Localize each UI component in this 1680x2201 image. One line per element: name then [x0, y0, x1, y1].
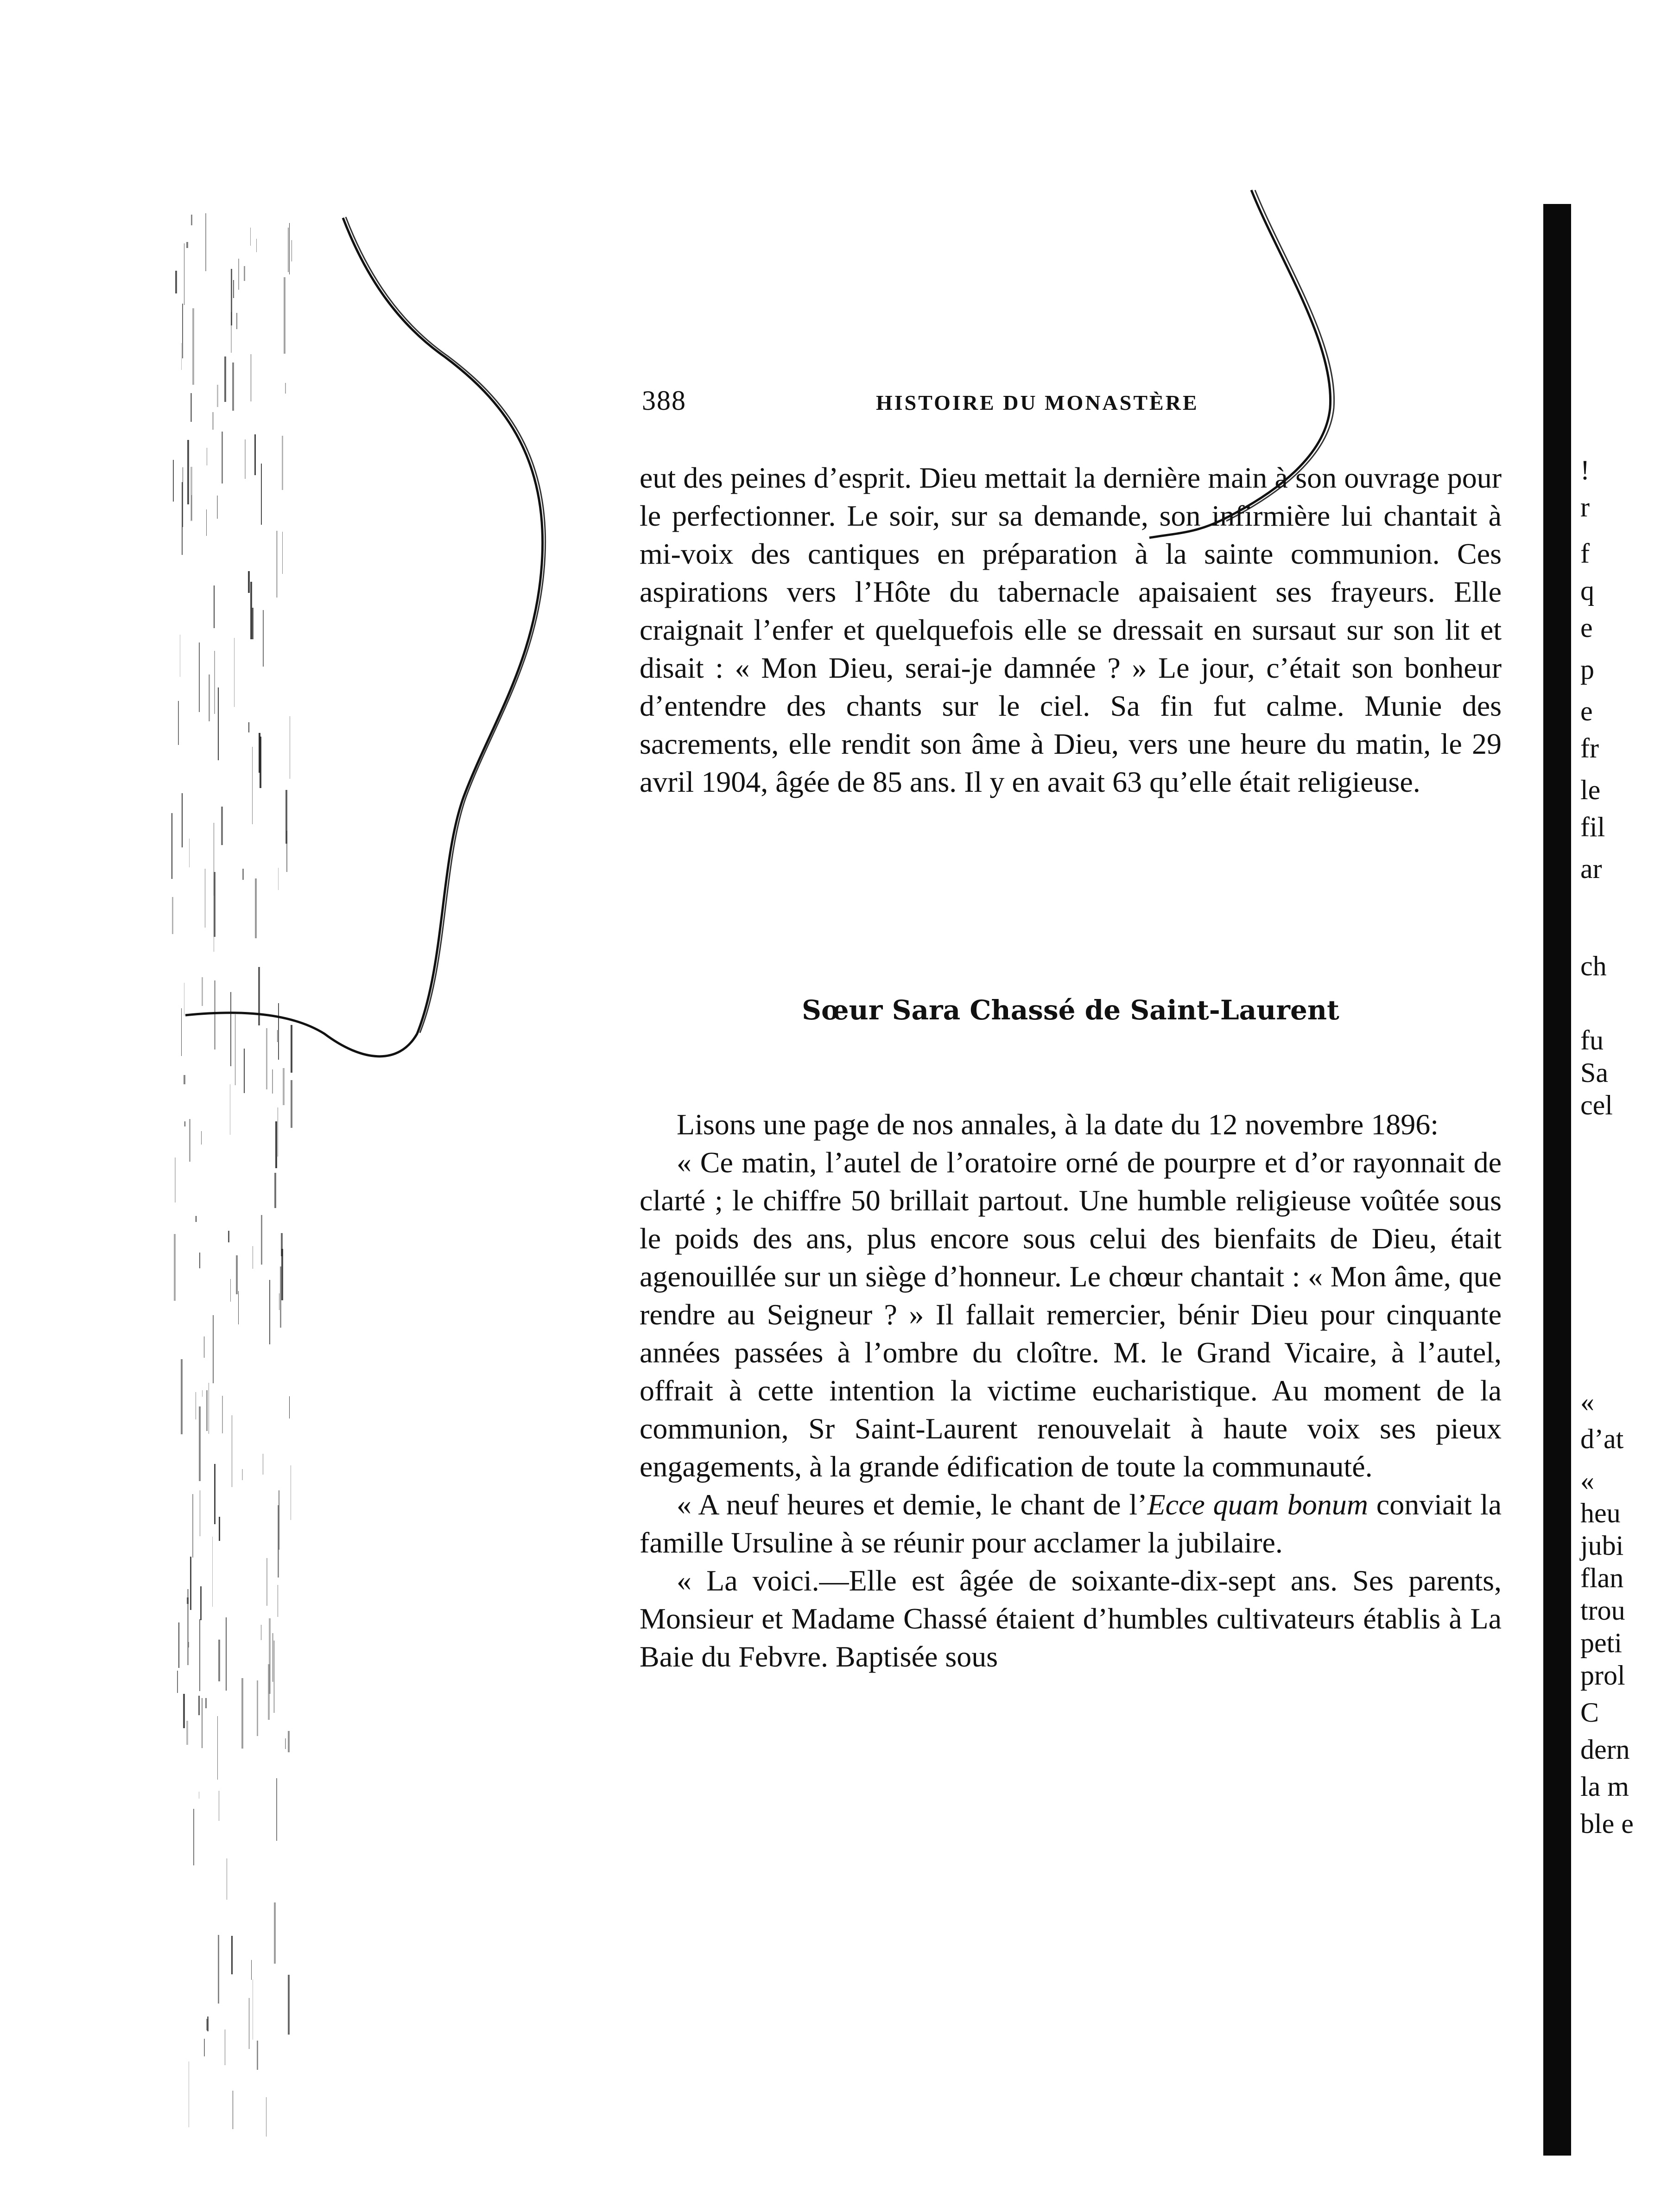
scan-streak — [254, 434, 256, 475]
scan-streak — [228, 1231, 229, 1242]
scan-streak — [193, 1809, 194, 1865]
scan-streak — [256, 239, 257, 252]
facing-page-fragment: fr — [1580, 733, 1599, 763]
scan-streak — [285, 790, 287, 844]
scan-streak — [206, 2019, 208, 2030]
scan-streak — [278, 868, 279, 890]
facing-page-fragment: trou — [1580, 1595, 1625, 1626]
paragraph — [640, 1486, 1502, 1562]
scan-streak — [217, 496, 218, 519]
scan-streak — [230, 1279, 231, 1302]
scan-streak — [206, 509, 207, 536]
running-head: HISTOIRE DU MONASTÈRE — [876, 391, 1199, 414]
scan-streak — [273, 1641, 275, 1713]
scan-streak — [266, 1028, 267, 1089]
facing-page-fragment: ar — [1580, 853, 1602, 884]
scan-streak — [175, 1158, 176, 1202]
facing-page-fragment: le — [1580, 775, 1601, 805]
scan-streak — [202, 1698, 203, 1748]
scan-streak — [181, 1359, 183, 1434]
scan-streak — [192, 1494, 193, 1558]
scan-streak — [202, 1390, 203, 1397]
scan-streak — [178, 1622, 179, 1668]
scan-streak — [261, 464, 262, 525]
scan-streak — [272, 1633, 273, 1682]
facing-page-fragments — [1576, 454, 1680, 1938]
scan-streak — [173, 460, 174, 502]
scan-streak — [212, 1537, 213, 1607]
scan-streak — [214, 872, 216, 937]
scan-streak — [285, 383, 286, 394]
facing-page-fragment: dern — [1580, 1734, 1630, 1765]
scan-streak — [244, 266, 245, 281]
facing-page-fragment: « — [1580, 1387, 1594, 1417]
scan-streak — [236, 1255, 238, 1294]
scan-streak — [222, 432, 223, 483]
scan-streak — [259, 733, 260, 773]
scan-streak — [244, 1049, 245, 1093]
scan-streak — [282, 532, 283, 574]
scan-streak — [218, 1935, 219, 2004]
scan-streak — [182, 793, 183, 847]
scan-streak — [175, 271, 177, 293]
paragraph: Lisons une page de nos annales, à la date du 12 novembre 1896: — [677, 1108, 1439, 1141]
scan-streak — [231, 269, 232, 325]
scan-streak — [233, 280, 234, 298]
scan-streak — [221, 807, 223, 845]
scan-streak — [186, 242, 188, 248]
scan-streak — [190, 1557, 191, 1610]
scan-streak — [280, 1266, 281, 1328]
scan-streak — [219, 1517, 220, 1541]
scan-streak — [274, 1173, 276, 1208]
facing-page-fragment: fil — [1580, 812, 1605, 842]
scan-streak — [196, 1216, 197, 1222]
scan-streak — [281, 1233, 283, 1256]
facing-page-fragment: r — [1580, 492, 1590, 522]
facing-page-fragment: flan — [1580, 1563, 1624, 1593]
paragraph: eut des peines d’esprit. Dieu mettait la dernière main à son ouvrage pour le perfectionner. Le soir, sur sa demande, son infirmière lui chantait à mi-voix des cantiques en préparation à la sainte communion. Ces aspirations vers l’Hôte du tabernacle apaisaient ses frayeurs. Elle craignait l’enfer et quelquefois elle se dressait en sursaut sur son lit et disait : « Mon Dieu, serai-je damnée ? » Le jour, c’était son bonheur d’entendre des chants sur le ciel. Sa fin fut calme. Munie des sacrements, elle rendit son âme à Dieu, vers une heure du matin, le 29 avril 1904, âgée de 85 ans. Il y en avait 63 qu’elle était religieuse. — [640, 461, 1502, 798]
scan-streak — [190, 467, 192, 521]
scan-streak — [281, 1249, 283, 1300]
scan-streak — [258, 967, 260, 1025]
scan-streak — [245, 439, 246, 479]
facing-page-fragment: p — [1580, 654, 1594, 685]
paragraph-text: « A neuf heures et demie, le chant de l’ — [677, 1488, 1147, 1521]
scan-streak — [189, 1119, 190, 1162]
facing-page-fragment: heu — [1580, 1498, 1621, 1528]
facing-page-fragment: e — [1580, 696, 1593, 726]
scan-streak — [226, 1617, 227, 1691]
page-number: 388 — [642, 385, 686, 416]
scan-streak — [212, 412, 214, 430]
scan-streak — [218, 687, 219, 760]
scan-streak — [288, 228, 289, 272]
facing-page-fragment: ble e — [1580, 1808, 1634, 1839]
scan-streak — [282, 436, 283, 490]
scan-streak — [241, 1678, 243, 1749]
scan-streak — [174, 1234, 176, 1301]
scan-streak — [252, 608, 254, 639]
scan-streak — [182, 304, 183, 358]
scan-streak — [285, 1738, 286, 1749]
scan-streak — [218, 1640, 220, 1681]
scan-streak — [186, 1721, 188, 1745]
scan-streak — [222, 1396, 223, 1433]
facing-page-fragment: la m — [1580, 1771, 1629, 1802]
scan-streak — [199, 1406, 201, 1481]
scan-streak — [205, 213, 206, 271]
scan-streak — [217, 385, 218, 407]
scan-streak — [201, 1131, 202, 1145]
right-binding-bar — [1543, 204, 1571, 2156]
scan-streak — [206, 1390, 208, 1431]
text-block-one — [640, 459, 1502, 801]
scan-streak — [189, 839, 190, 867]
scan-streak — [217, 1716, 218, 1780]
section-heading: Sœur Sara Chassé de Saint-Laurent — [802, 994, 1339, 1026]
facing-page-fragment: jubi — [1580, 1530, 1624, 1561]
scan-streak — [274, 1902, 276, 1964]
scan-streak — [177, 1671, 178, 1693]
facing-page-fragment: fu — [1580, 1025, 1604, 1056]
scan-streak — [238, 1291, 239, 1324]
scan-streak — [284, 277, 285, 354]
scan-streak — [261, 1215, 262, 1265]
scan-streak — [214, 980, 216, 1050]
scan-streak — [288, 1975, 290, 2035]
scan-streak — [278, 1003, 279, 1060]
scan-streak — [199, 1619, 200, 1691]
scan-streak — [199, 1253, 200, 1268]
scan-streak — [183, 1694, 185, 1728]
facing-page-fragment: Sa — [1580, 1057, 1608, 1088]
scan-streak — [291, 1080, 292, 1128]
scan-streak — [234, 638, 235, 707]
left-binding-noise — [171, 213, 431, 2197]
text-block-two — [640, 1106, 1502, 1676]
scan-streak — [192, 308, 194, 385]
scan-streak — [200, 1586, 202, 1620]
facing-page-fragment: ! — [1580, 455, 1590, 485]
facing-page-fragment: q — [1580, 575, 1594, 606]
scan-streak — [269, 1618, 271, 1694]
scan-streak — [248, 571, 250, 593]
scan-streak — [202, 977, 203, 1006]
scan-streak — [250, 228, 251, 246]
scan-streak — [213, 1315, 214, 1383]
scan-streak — [184, 1121, 185, 1126]
scan-streak — [248, 722, 249, 732]
scan-streak — [272, 1069, 273, 1094]
scan-streak — [178, 701, 179, 745]
scan-streak — [242, 1469, 243, 1480]
facing-page-fragment: peti — [1580, 1628, 1622, 1658]
scan-streak — [238, 259, 239, 290]
facing-page-fragment: prol — [1580, 1660, 1625, 1691]
scan-streak — [257, 1680, 258, 1736]
scan-streak — [188, 1642, 189, 1648]
scan-streak — [275, 1121, 277, 1168]
scan-streak — [269, 1280, 270, 1344]
italic-latin-title: Ecce quam bonum — [1147, 1488, 1368, 1521]
scan-streak — [187, 440, 189, 504]
scan-streak — [288, 1731, 290, 1752]
facing-page-fragment: « — [1580, 1465, 1594, 1496]
scan-streak — [251, 1960, 252, 1980]
scan-streak — [224, 356, 226, 402]
paragraph: « La voici.—Elle est âgée de soixante-dix-sept ans. Ses parents, Monsieur et Madame Chassé étaient d’humbles cultivateurs établis à La Baie du Febvre. Baptisée sous — [640, 1564, 1502, 1673]
scan-streak — [278, 1505, 279, 1578]
scan-streak — [199, 642, 200, 712]
scan-streak — [214, 1464, 216, 1524]
scan-streak — [277, 1030, 278, 1042]
paragraph-text: conviait la famille Ursuline à se réunir pour acclamer la jubilaire. — [640, 1488, 1502, 1559]
facing-page-fragment: ch — [1580, 951, 1607, 981]
scan-streak — [205, 1698, 207, 1708]
scan-streak — [283, 1068, 285, 1105]
scan-streak — [184, 1075, 185, 1084]
scan-streak — [291, 1025, 292, 1073]
scan-streak — [214, 651, 215, 714]
paragraph: « Ce matin, l’autel de l’oratoire orné de pourpre et d’or rayonnait de clarté ; le chiffre 50 brillait partout. Une humble religieuse voûtée sous le poids des ans, plus encore sous celui des bienfaits de Dieu, était agenouillée sur un siège d’honneur. Le chœur chantait : « Mon âme, que rendre au Seigneur ? » Il fallait remercier, bénir Dieu pour cinquante années passées à l’ombre du cloître. M. le Grand Vicaire, à l’autel, offrait à cette intention la victime eucharistique. Au moment de la communion, Sr Saint-Laurent renouvelait à haute voix ses pieux engagements, à la grande édification de toute la communauté. — [640, 1146, 1502, 1483]
scan-streak — [181, 1008, 182, 1056]
scan-streak — [171, 813, 172, 879]
facing-page-fragment: cel — [1580, 1090, 1613, 1120]
facing-page-fragment: C — [1580, 1697, 1599, 1728]
scan-streak — [191, 215, 192, 225]
scan-streak — [187, 1589, 189, 1665]
facing-page-fragment: f — [1580, 538, 1590, 569]
scan-streak — [257, 2041, 258, 2070]
scan-streak — [263, 610, 264, 667]
scan-streak — [289, 223, 290, 274]
scan-streak — [198, 1696, 200, 1715]
scan-streak — [204, 2039, 205, 2056]
scan-streak — [190, 393, 192, 422]
scan-streak — [252, 747, 253, 824]
scan-streak — [181, 343, 182, 370]
scan-streak — [289, 1396, 290, 1419]
scan-streak — [214, 585, 215, 628]
facing-page-fragment: d’at — [1580, 1424, 1624, 1454]
facing-page-fragment: e — [1580, 612, 1593, 643]
scan-streak — [242, 869, 244, 880]
scan-streak — [209, 674, 210, 721]
scan-streak — [230, 992, 231, 1066]
scan-streak — [236, 313, 237, 329]
scan-streak — [231, 1936, 233, 1974]
scan-streak — [255, 878, 257, 938]
scan-streak — [172, 897, 173, 934]
scan-streak — [266, 1558, 267, 1606]
scan-streak — [276, 1778, 277, 1841]
scan-streak — [232, 363, 234, 411]
